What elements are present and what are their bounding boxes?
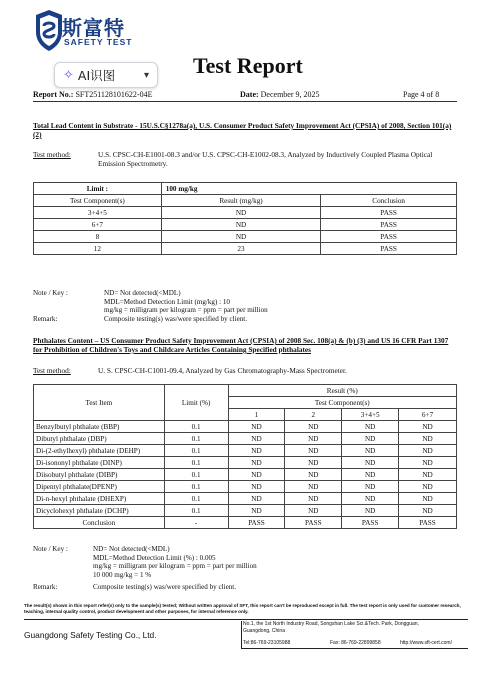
test-method-label: Test method: xyxy=(33,150,71,159)
table-row xyxy=(34,243,457,255)
limit-value: 100 mg/kg xyxy=(161,183,456,195)
phthalates-section-heading: Phthalates Content – US Consumer Product Safety Improvement Act (CPSIA) of 2008 Sec. 108(a) & (b) (3) and US 16 CFR Part 1307 for Prohibition of Children's Toys and Childcare Articles Containing Specified phthalates xyxy=(33,336,449,354)
table-cell: ND xyxy=(161,231,321,243)
table-row xyxy=(34,481,457,493)
chevron-down-icon: ▾ xyxy=(143,69,149,81)
table-row xyxy=(34,493,457,505)
phthalates-results-table xyxy=(33,384,457,529)
divider xyxy=(241,648,468,649)
table-cell: ND xyxy=(228,493,285,505)
table-row xyxy=(34,505,457,517)
column-header: Conclusion xyxy=(321,195,457,207)
shield-logo-icon xyxy=(34,8,64,52)
table-cell: ND xyxy=(228,457,285,469)
lead-results-table xyxy=(33,182,457,255)
lead-remark: Composite testing(s) was/were specified by client. xyxy=(104,315,248,323)
table-cell: PASS xyxy=(399,517,457,529)
sparkle-icon: ✧ xyxy=(63,67,74,83)
table-cell: ND xyxy=(228,505,285,517)
table-header-row xyxy=(34,195,457,207)
table-cell: ND xyxy=(228,421,285,433)
lead-section-heading: Total Lead Content in Substrate - 15U.S.C§1278a(a), U.S. Consumer Product Safety Improvement Act (CPSIA) of 2008, Section 101(a)(2) xyxy=(33,121,452,139)
table-cell: ND xyxy=(342,481,399,493)
column-header: Result (mg/kg) xyxy=(161,195,321,207)
divider xyxy=(241,621,242,649)
divider xyxy=(33,101,457,102)
table-cell: PASS xyxy=(285,517,342,529)
table-header-row xyxy=(34,385,457,397)
table-cell: PASS xyxy=(342,517,399,529)
phthalates-remark: Composite testing(s) was/were specified by client. xyxy=(93,583,237,591)
table-cell: ND xyxy=(285,445,342,457)
table-cell: ND xyxy=(399,493,457,505)
table-cell: ND xyxy=(342,469,399,481)
table-row xyxy=(34,231,457,243)
company-name: Guangdong Safety Testing Co., Ltd. xyxy=(24,630,157,640)
table-cell: ND xyxy=(228,481,285,493)
lead-notes: ND= Not detected(<MDL) MDL=Method Detection Limit (mg/kg) : 10 mg/kg = milligram per kilogram = ppm = part per million xyxy=(104,289,268,315)
lead-test-method: U.S. CPSC-CH-E1001-08.3 and/or U.S. CPSC-CH-E1002-08.3, Analyzed by Inductively Coupled Plasma Optical Emission Spectrometry. xyxy=(98,150,433,168)
ai-button-label: AI识图 xyxy=(77,68,116,83)
column-header: 2 xyxy=(285,409,342,421)
table-cell: ND xyxy=(285,469,342,481)
note-key-label: Note / Key : xyxy=(33,545,68,553)
table-cell: ND xyxy=(228,445,285,457)
table-row xyxy=(34,183,457,195)
table-cell: ND xyxy=(399,421,457,433)
conclusion-row xyxy=(34,517,457,529)
table-row xyxy=(34,457,457,469)
column-header: Test Component(s) xyxy=(34,195,162,207)
column-header: Limit (%) xyxy=(164,385,228,421)
divider xyxy=(24,619,468,620)
table-cell: ND xyxy=(228,433,285,445)
table-cell: 0.1 xyxy=(164,469,228,481)
table-cell: 0.1 xyxy=(164,457,228,469)
table-cell: ND xyxy=(399,481,457,493)
column-header: 6+7 xyxy=(399,409,457,421)
table-cell: ND xyxy=(285,493,342,505)
report-date: Date: December 9, 2025 xyxy=(240,90,320,99)
table-row xyxy=(34,445,457,457)
table-cell: ND xyxy=(161,207,321,219)
table-row xyxy=(34,433,457,445)
table-row xyxy=(34,219,457,231)
column-header: Test Component(s) xyxy=(228,397,456,409)
table-cell: PASS xyxy=(321,219,457,231)
table-cell: PASS xyxy=(228,517,285,529)
table-cell: ND xyxy=(399,505,457,517)
table-cell: 0.1 xyxy=(164,445,228,457)
table-cell: ND xyxy=(342,505,399,517)
table-cell: - xyxy=(164,517,228,529)
table-cell: 0.1 xyxy=(164,481,228,493)
table-cell: ND xyxy=(342,433,399,445)
table-cell: ND xyxy=(285,481,342,493)
test-item-name: Dipentyl phthalate(DPENP) xyxy=(34,481,165,493)
table-cell: PASS xyxy=(321,243,457,255)
report-number: Report No.: SFT251128101622-04E xyxy=(33,90,153,99)
test-item-name: Dibutyl phthalate (DBP) xyxy=(34,433,165,445)
table-cell: ND xyxy=(285,433,342,445)
company-website: http://www.sft-cert.com/ xyxy=(400,640,452,646)
table-cell: ND xyxy=(161,219,321,231)
company-fax: Fax: 86-769-22899858 xyxy=(330,640,381,646)
phthalates-test-method: U. S. CPSC-CH-C1001-09.4, Analyzed by Gas Chromatography-Mass Spectrometer. xyxy=(98,366,347,375)
table-cell: ND xyxy=(285,457,342,469)
column-header: 3+4+5 xyxy=(342,409,399,421)
company-tel: Tel:86-769-23105988 xyxy=(243,640,291,646)
column-header: Result (%) xyxy=(228,385,456,397)
page-number: Page 4 of 8 xyxy=(403,90,440,99)
table-cell: ND xyxy=(399,457,457,469)
disclaimer: The result(s) shown in this report refer(s) only to the sample(s) tested; Without written approval of SFT, this report can't be reproduced except in full. The test report is only used for customer research, teaching, internal quality control, product development and other purposes, for internal reference only. xyxy=(24,603,461,614)
table-cell: ND xyxy=(342,445,399,457)
table-cell: 0.1 xyxy=(164,421,228,433)
table-cell: 0.1 xyxy=(164,493,228,505)
phthalates-notes: ND= Not detected(<MDL) MDL=Method Detection Limit (%) : 0.005 mg/kg = milligram per kilogram = ppm = part per million 10 000 mg/kg = 1 % xyxy=(93,545,257,579)
table-row xyxy=(34,469,457,481)
table-cell: ND xyxy=(285,505,342,517)
column-header: Test Item xyxy=(34,385,165,421)
table-cell: 8 xyxy=(34,231,162,243)
table-cell: ND xyxy=(399,445,457,457)
test-item-name: Diisobutyl phthalate (DIBP) xyxy=(34,469,165,481)
page-title: Test Report xyxy=(193,53,303,78)
test-item-name: Di-(2-ethylhexyl) phthalate (DEHP) xyxy=(34,445,165,457)
table-cell: ND xyxy=(285,421,342,433)
table-cell: ND xyxy=(342,457,399,469)
ai-image-recognition-button[interactable] xyxy=(54,62,158,88)
remark-label: Remark: xyxy=(33,315,58,323)
test-method-label: Test method: xyxy=(33,366,71,375)
table-cell: 12 xyxy=(34,243,162,255)
conclusion-label: Conclusion xyxy=(34,517,165,529)
logo-english-name: SAFETY TEST xyxy=(64,37,133,47)
table-cell: ND xyxy=(342,493,399,505)
test-item-name: Benzylbutyl phthalate (BBP) xyxy=(34,421,165,433)
table-cell: ND xyxy=(399,469,457,481)
table-cell: 3+4+5 xyxy=(34,207,162,219)
test-item-name: Dicyclohexyl phthalate (DCHP) xyxy=(34,505,165,517)
test-item-name: Di-isononyl phthalate (DINP) xyxy=(34,457,165,469)
company-address: No.1, the 1st North Industry Road, Songshan Lake Sci.&Tech. Park, Dongguan, Guangdong, China xyxy=(243,621,419,634)
logo-chinese-name: 斯富特 xyxy=(62,16,125,40)
note-key-label: Note / Key : xyxy=(33,289,68,297)
table-cell: PASS xyxy=(321,231,457,243)
table-cell: ND xyxy=(399,433,457,445)
table-cell: 0.1 xyxy=(164,433,228,445)
table-row xyxy=(34,207,457,219)
table-cell: ND xyxy=(342,421,399,433)
table-cell: ND xyxy=(228,469,285,481)
table-cell: 0.1 xyxy=(164,505,228,517)
limit-label: Limit : xyxy=(34,183,162,195)
test-item-name: Di-n-hexyl phthalate (DHEXP) xyxy=(34,493,165,505)
table-row xyxy=(34,421,457,433)
table-cell: 6+7 xyxy=(34,219,162,231)
table-cell: 23 xyxy=(161,243,321,255)
column-header: 1 xyxy=(228,409,285,421)
table-cell: PASS xyxy=(321,207,457,219)
remark-label: Remark: xyxy=(33,583,58,591)
